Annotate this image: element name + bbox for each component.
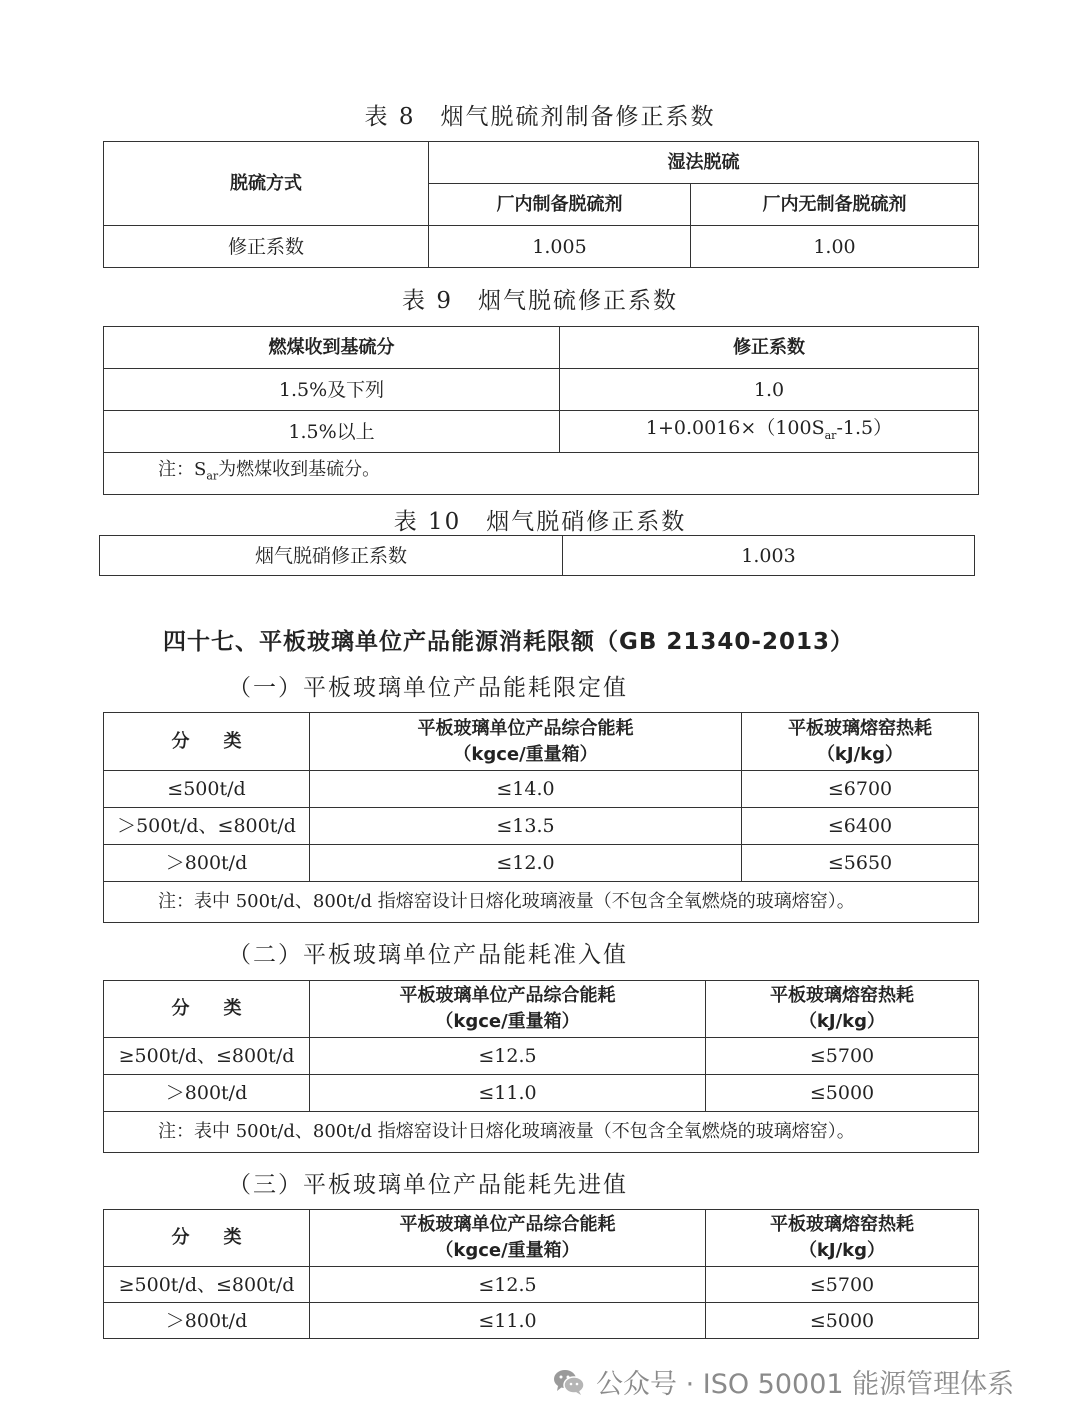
entry-table xyxy=(103,980,979,1153)
entry-note: 注：表中 500t/d、800t/d 指熔窑设计日熔化玻璃液量（不包含全氧燃烧的玻璃熔窑）。 xyxy=(104,1112,979,1153)
advanced-energy: ≤11.0 xyxy=(310,1303,706,1339)
table10-label: 烟气脱硝修正系数 xyxy=(100,536,563,576)
note-subscript: ar xyxy=(206,469,219,483)
limit-header-category: 分类 xyxy=(104,713,310,771)
advanced-heat: ≤5700 xyxy=(706,1267,979,1303)
limit-header-energy: 平板玻璃单位产品综合能耗 （kgce/重量箱） xyxy=(310,713,742,771)
table10 xyxy=(99,535,975,576)
table8-group-header: 湿法脱硫 xyxy=(429,142,979,184)
table8-value: 1.00 xyxy=(691,226,979,268)
table9-header: 燃煤收到基硫分 xyxy=(104,327,560,369)
table9-value: 1.0 xyxy=(560,369,979,411)
formula-subscript: ar xyxy=(824,428,837,442)
section-heading: 四十七、平板玻璃单位产品能源消耗限额（GB 21340-2013） xyxy=(163,629,854,655)
limit-energy: ≤13.5 xyxy=(310,808,742,845)
limit-category: ＞500t/d、≤800t/d xyxy=(104,808,310,845)
advanced-header-category: 分类 xyxy=(104,1210,310,1267)
entry-energy: ≤11.0 xyxy=(310,1075,706,1112)
advanced-table xyxy=(103,1209,979,1339)
advanced-subheading: （三）平板玻璃单位产品能耗先进值 xyxy=(228,1172,628,1198)
entry-category: ＞800t/d xyxy=(104,1075,310,1112)
table9-note xyxy=(104,453,979,495)
limit-note: 注：表中 500t/d、800t/d 指熔窑设计日熔化玻璃液量（不包含全氧燃烧的玻璃熔窑）。 xyxy=(104,882,979,923)
table8 xyxy=(103,141,979,268)
wechat-icon xyxy=(552,1365,586,1399)
table8-caption: 表 8 烟气脱硫剂制备修正系数 xyxy=(364,104,716,130)
table10-value: 1.003 xyxy=(563,536,975,576)
limit-heat: ≤5650 xyxy=(742,845,979,882)
limit-subheading: （一）平板玻璃单位产品能耗限定值 xyxy=(228,675,628,701)
note-suffix: 为燃煤收到基硫分。 xyxy=(218,459,381,481)
limit-category: ＞800t/d xyxy=(104,845,310,882)
table8-row-label: 修正系数 xyxy=(104,226,429,268)
entry-header-energy: 平板玻璃单位产品综合能耗 （kgce/重量箱） xyxy=(310,981,706,1038)
note-prefix: 注：S xyxy=(158,459,207,481)
formula-suffix: -1.5） xyxy=(836,416,893,439)
advanced-header-heat: 平板玻璃熔窑热耗 （kJ/kg） xyxy=(706,1210,979,1267)
table9-row-label: 1.5%及下列 xyxy=(104,369,560,411)
table8-value: 1.005 xyxy=(429,226,691,268)
limit-energy: ≤14.0 xyxy=(310,771,742,808)
entry-header-heat: 平板玻璃熔窑热耗 （kJ/kg） xyxy=(706,981,979,1038)
limit-heat: ≤6700 xyxy=(742,771,979,808)
table9-header: 修正系数 xyxy=(560,327,979,369)
table9 xyxy=(103,326,979,495)
limit-category: ≤500t/d xyxy=(104,771,310,808)
limit-table xyxy=(103,712,979,923)
table8-sub-header: 厂内无制备脱硫剂 xyxy=(691,184,979,226)
formula-prefix: 1+0.0016×（100S xyxy=(645,416,825,439)
table10-caption: 表 10 烟气脱硝修正系数 xyxy=(393,509,687,535)
table9-row-label: 1.5%以上 xyxy=(104,411,560,453)
watermark-text: 公众号 · ISO 50001 能源管理体系 xyxy=(596,1369,1015,1400)
limit-heat: ≤6400 xyxy=(742,808,979,845)
entry-heat: ≤5700 xyxy=(706,1038,979,1075)
entry-energy: ≤12.5 xyxy=(310,1038,706,1075)
entry-heat: ≤5000 xyxy=(706,1075,979,1112)
entry-category: ≥500t/d、≤800t/d xyxy=(104,1038,310,1075)
advanced-energy: ≤12.5 xyxy=(310,1267,706,1303)
advanced-category: ≥500t/d、≤800t/d xyxy=(104,1267,310,1303)
limit-header-heat: 平板玻璃熔窑热耗 （kJ/kg） xyxy=(742,713,979,771)
entry-subheading: （二）平板玻璃单位产品能耗准入值 xyxy=(228,942,628,968)
advanced-header-energy: 平板玻璃单位产品综合能耗 （kgce/重量箱） xyxy=(310,1210,706,1267)
table9-caption: 表 9 烟气脱硫修正系数 xyxy=(402,288,678,314)
table9-value xyxy=(560,411,979,453)
table8-col-header: 脱硫方式 xyxy=(104,142,429,226)
table8-sub-header: 厂内制备脱硫剂 xyxy=(429,184,691,226)
watermark xyxy=(552,1362,1014,1401)
entry-header-category: 分类 xyxy=(104,981,310,1038)
advanced-category: ＞800t/d xyxy=(104,1303,310,1339)
advanced-heat: ≤5000 xyxy=(706,1303,979,1339)
limit-energy: ≤12.0 xyxy=(310,845,742,882)
